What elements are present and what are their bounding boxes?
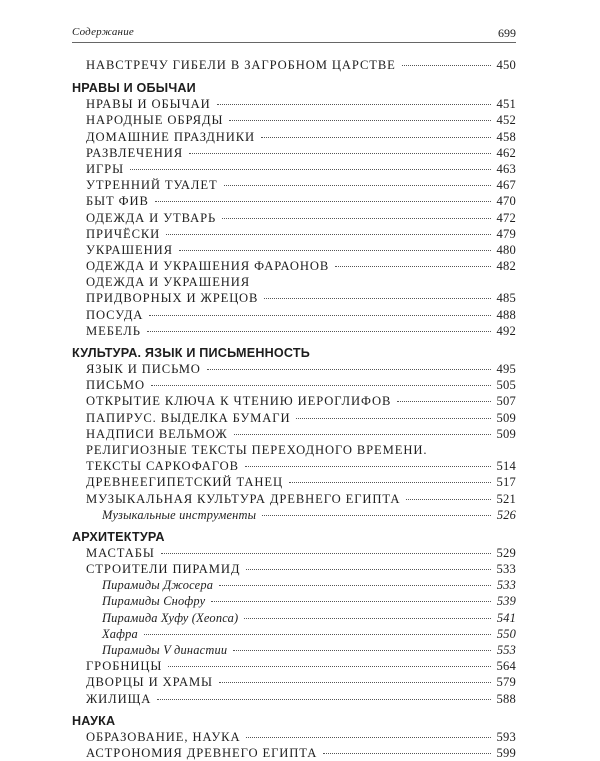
toc-entry-page: 482 [496, 259, 516, 274]
toc-subentry[interactable] [72, 626, 516, 642]
running-header [72, 24, 516, 43]
toc-entry-title: ОДЕЖДА И УКРАШЕНИЯ [86, 275, 251, 290]
dot-leader [261, 137, 491, 138]
toc-entry[interactable] [72, 729, 516, 745]
toc-entry-title-continuation: ТЕКСТЫ САРКОФАГОВ [86, 459, 239, 474]
toc-entry-title: МУЗЫКАЛЬНАЯ КУЛЬТУРА ДРЕВНЕГО ЕГИПТА [86, 491, 401, 506]
toc-entry[interactable] [72, 307, 516, 323]
toc-entry-title: ИГРЫ [86, 161, 124, 176]
toc-entry-title: НАРОДНЫЕ ОБРЯДЫ [86, 113, 224, 128]
toc-entry-page: 517 [496, 475, 516, 490]
toc-entry-continuation[interactable] [72, 458, 516, 474]
toc-entry[interactable] [72, 745, 516, 761]
toc-entry-page: 467 [496, 178, 516, 193]
toc-entry[interactable] [72, 361, 516, 377]
dot-leader [323, 753, 490, 754]
toc-entry-title: МАСТАБЫ [86, 545, 155, 560]
dot-leader [147, 331, 491, 332]
toc-entry-title: РЕЛИГИОЗНЫЕ ТЕКСТЫ ПЕРЕХОДНОГО ВРЕМЕНИ. [86, 442, 428, 457]
toc-entry[interactable] [72, 112, 516, 128]
toc-entry-title: НАВСТРЕЧУ ГИБЕЛИ В ЗАГРОБНОМ ЦАРСТВЕ [86, 58, 396, 72]
toc-subentry[interactable] [72, 642, 516, 658]
toc-entry-title: ПОСУДА [86, 307, 144, 322]
toc-entry-page: 488 [496, 307, 516, 322]
toc-entry[interactable] [72, 474, 516, 490]
dot-leader [189, 153, 490, 154]
section-heading: КУЛЬТУРА. ЯЗЫК И ПИСЬМЕННОСТЬ [72, 346, 311, 360]
section-heading: НРАВЫ И ОБЫЧАИ [72, 81, 196, 96]
toc-subentry[interactable] [72, 593, 516, 609]
toc-entry-page: 462 [496, 145, 516, 160]
toc-entry-page: 564 [496, 659, 516, 674]
dot-leader [149, 315, 490, 316]
toc-entry-page: 550 [496, 626, 516, 641]
toc-entry[interactable] [72, 210, 516, 226]
toc-entry-page: 579 [496, 675, 516, 690]
toc-entry-title: Пирамиды Джосера [102, 578, 214, 593]
toc-entry-title: ОТКРЫТИЕ КЛЮЧА К ЧТЕНИЮ ИЕРОГЛИФОВ [86, 394, 392, 409]
dot-leader [161, 553, 491, 554]
dot-leader [335, 266, 490, 267]
dot-leader [151, 385, 490, 386]
toc-subentry[interactable] [72, 577, 516, 593]
toc-entry[interactable] [72, 674, 516, 690]
toc-entry-page: 458 [496, 129, 516, 144]
toc-entry-title: Пирамида Хуфу (Хеопса) [102, 610, 239, 625]
toc-entry-title: МЕБЕЛЬ [86, 323, 141, 338]
toc-entry-title-continuation: ПРИДВОРНЫХ И ЖРЕЦОВ [86, 291, 259, 306]
toc-entry-page: 450 [496, 58, 516, 72]
dot-leader [144, 634, 491, 635]
section-heading: АРХИТЕКТУРА [72, 529, 165, 544]
dot-leader [211, 601, 490, 602]
toc-entry-page: 480 [496, 242, 516, 257]
toc-entry-title: НАДПИСИ ВЕЛЬМОЖ [86, 426, 228, 441]
toc-entry-page: 593 [496, 729, 516, 744]
dot-leader [289, 482, 490, 483]
toc-entry-page: 553 [496, 643, 516, 657]
dot-leader [262, 515, 491, 516]
toc-entry-title: ЯЗЫК И ПИСЬМО [86, 362, 201, 376]
dot-leader [234, 434, 491, 435]
toc-entry-page: 452 [496, 113, 516, 128]
toc-entry-title: НРАВЫ И ОБЫЧАИ [86, 97, 211, 112]
toc-entry-page: 492 [496, 323, 516, 338]
toc-entry[interactable] [72, 410, 516, 426]
toc-entry-title: ГРОБНИЦЫ [86, 659, 163, 674]
toc-entry[interactable] [72, 161, 516, 177]
toc-entry-title: ПРИЧЁСКИ [86, 226, 161, 241]
toc-entry-title: Хафра [102, 626, 138, 641]
toc-entry-title: УКРАШЕНИЯ [86, 242, 173, 257]
toc-entry-page: 521 [496, 491, 516, 506]
toc-subentry[interactable] [72, 610, 516, 626]
toc-entry-page: 526 [496, 507, 516, 522]
toc-entry-page: 509 [496, 410, 516, 425]
toc-entry[interactable] [72, 96, 516, 112]
toc-entry-title: Пирамиды Снофру [102, 594, 206, 609]
toc-entry[interactable] [72, 561, 516, 577]
toc-entry-page: 541 [496, 610, 516, 625]
toc-entry-title: УТРЕННИЙ ТУАЛЕТ [86, 178, 218, 193]
toc-entry-page: 505 [496, 378, 516, 393]
dot-leader [166, 234, 490, 235]
toc-entry-page: 479 [496, 226, 516, 241]
toc-entry-title: ДОМАШНИЕ ПРАЗДНИКИ [86, 129, 255, 144]
toc-entry-title: ПАПИРУС. ВЫДЕЛКА БУМАГИ [86, 410, 291, 425]
toc-entry-title: РАЗВЛЕЧЕНИЯ [86, 145, 184, 160]
dot-leader [246, 569, 490, 570]
dot-leader [130, 169, 491, 170]
toc-entry-page: 507 [496, 394, 516, 409]
dot-leader [224, 185, 491, 186]
toc-entry-page: 599 [496, 745, 516, 760]
header-title: Содержание [72, 26, 135, 38]
toc-entry[interactable] [72, 177, 516, 193]
dot-leader [219, 585, 491, 586]
dot-leader [406, 499, 490, 500]
toc-entry-title: АСТРОНОМИЯ ДРЕВНЕГО ЕГИПТА [86, 745, 318, 760]
toc-entry-title: СТРОИТЕЛИ ПИРАМИД [86, 562, 241, 577]
toc-entry-title: Музыкальные инструменты [102, 507, 257, 522]
table-of-contents [72, 57, 516, 761]
toc-entry-title: ДВОРЦЫ И ХРАМЫ [86, 675, 213, 690]
toc-entry-title: Пирамиды V династии [102, 643, 228, 657]
toc-entry[interactable] [72, 545, 516, 561]
dot-leader [296, 418, 490, 419]
toc-entry-page: 495 [496, 362, 516, 376]
toc-entry[interactable] [72, 258, 516, 274]
toc-entry[interactable] [72, 274, 516, 290]
toc-entry[interactable] [72, 242, 516, 258]
toc-entry-title: ЖИЛИЩА [86, 691, 152, 706]
dot-leader [264, 298, 490, 299]
toc-entry-page: 485 [496, 291, 516, 306]
toc-entry-page: 533 [496, 578, 516, 593]
toc-entry-page: 451 [496, 97, 516, 112]
toc-entry[interactable] [72, 57, 516, 73]
toc-subentry[interactable] [72, 507, 516, 523]
toc-entry-page: 509 [496, 426, 516, 441]
dot-leader [246, 737, 490, 738]
dot-leader [207, 369, 491, 370]
dot-leader [397, 401, 490, 402]
toc-entry[interactable] [72, 393, 516, 409]
section-heading: НАУКА [72, 713, 116, 728]
toc-entry[interactable] [72, 658, 516, 674]
toc-entry-page: 533 [496, 562, 516, 577]
toc-entry-title: ОДЕЖДА И УКРАШЕНИЯ ФАРАОНОВ [86, 259, 330, 274]
toc-entry-page: 472 [496, 210, 516, 225]
toc-entry-title: ДРЕВНЕЕГИПЕТСКИЙ ТАНЕЦ [86, 475, 284, 490]
toc-entry-title: ПИСЬМО [86, 378, 146, 393]
toc-entry[interactable] [72, 377, 516, 393]
toc-entry[interactable] [72, 491, 516, 507]
dot-leader [222, 218, 490, 219]
toc-entry[interactable] [72, 145, 516, 161]
toc-entry-page: 470 [496, 194, 516, 209]
dot-leader [168, 666, 490, 667]
toc-entry[interactable] [72, 323, 516, 339]
toc-entry-page: 463 [496, 161, 516, 176]
dot-leader [244, 618, 490, 619]
toc-entry-title: ОБРАЗОВАНИЕ, НАУКА [86, 729, 241, 744]
dot-leader [157, 699, 490, 700]
toc-entry-continuation[interactable] [72, 290, 516, 306]
dot-leader [217, 104, 491, 105]
dot-leader [179, 250, 491, 251]
header-page-number: 699 [498, 26, 516, 40]
toc-entry-page: 529 [496, 545, 516, 560]
toc-entry-page: 539 [496, 594, 516, 609]
toc-entry[interactable] [72, 691, 516, 707]
toc-entry[interactable] [72, 442, 516, 458]
dot-leader [155, 201, 491, 202]
dot-leader [229, 120, 490, 121]
toc-entry[interactable] [72, 193, 516, 209]
dot-leader [245, 466, 491, 467]
toc-entry-title: БЫТ ФИВ [86, 194, 149, 209]
toc-entry-page: 514 [496, 459, 516, 474]
dot-leader [233, 650, 491, 651]
toc-entry-page: 588 [496, 691, 516, 706]
toc-entry[interactable] [72, 129, 516, 145]
dot-leader [219, 682, 491, 683]
toc-entry[interactable] [72, 226, 516, 242]
dot-leader [402, 65, 491, 66]
toc-entry[interactable] [72, 426, 516, 442]
toc-entry-title: ОДЕЖДА И УТВАРЬ [86, 210, 217, 225]
